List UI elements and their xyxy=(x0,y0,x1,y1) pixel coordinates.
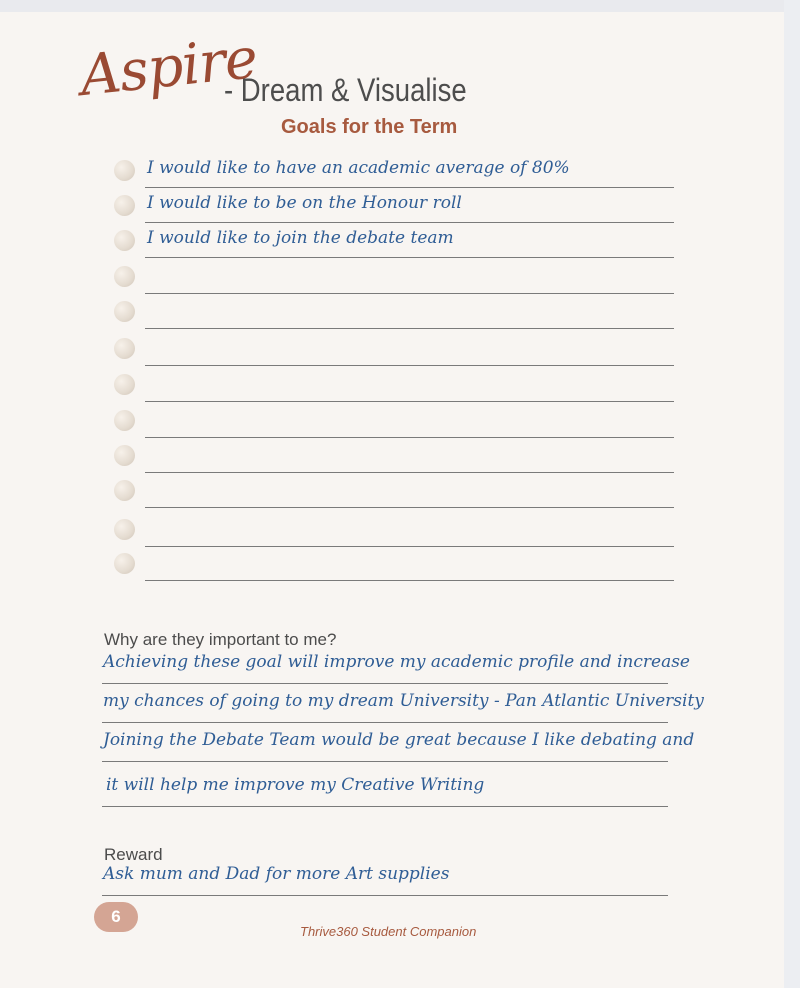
goal-bullet-icon xyxy=(114,230,135,251)
goal-underline xyxy=(145,580,674,581)
goal-row-2[interactable] xyxy=(114,193,674,223)
why-text[interactable]: Achieving these goal will improve my academic profile and increase xyxy=(103,652,690,672)
goal-row-11[interactable] xyxy=(114,517,674,547)
why-line-1[interactable] xyxy=(102,652,690,684)
why-line-4[interactable] xyxy=(102,775,668,807)
why-text[interactable]: Joining the Debate Team would be great because I like debating and xyxy=(103,730,695,750)
goal-underline xyxy=(145,401,674,402)
goal-row-12[interactable] xyxy=(114,551,674,581)
goal-underline xyxy=(145,187,674,188)
goal-row-9[interactable] xyxy=(114,443,674,473)
goal-bullet-icon xyxy=(114,266,135,287)
why-underline xyxy=(102,722,668,723)
reward-label: Reward xyxy=(104,845,163,864)
goals-subheading: Goals for the Term xyxy=(281,116,458,138)
goal-row-10[interactable] xyxy=(114,478,674,508)
why-underline xyxy=(102,683,668,684)
goal-row-7[interactable] xyxy=(114,372,674,402)
goal-bullet-icon xyxy=(114,160,135,181)
goal-underline xyxy=(145,328,674,329)
why-line-2[interactable] xyxy=(102,691,704,723)
goal-bullet-icon xyxy=(114,480,135,501)
goal-bullet-icon xyxy=(114,195,135,216)
why-underline xyxy=(102,806,668,807)
goal-bullet-icon xyxy=(114,301,135,322)
goal-underline xyxy=(145,293,674,294)
goal-underline xyxy=(145,222,674,223)
goal-underline xyxy=(145,365,674,366)
goal-bullet-icon xyxy=(114,374,135,395)
goal-bullet-icon xyxy=(114,445,135,466)
goal-text[interactable]: I would like to join the debate team xyxy=(147,228,454,248)
footer-companion-text: Thrive360 Student Companion xyxy=(300,924,477,939)
goal-row-4[interactable] xyxy=(114,264,674,294)
goal-bullet-icon xyxy=(114,553,135,574)
goal-underline xyxy=(145,437,674,438)
page-heading: - Dream & Visualise xyxy=(224,72,467,108)
goal-bullet-icon xyxy=(114,410,135,431)
viewer-edge xyxy=(784,0,800,988)
goal-bullet-icon xyxy=(114,519,135,540)
why-important-label: Why are they important to me? xyxy=(104,630,337,649)
aspire-script-title: Aspire xyxy=(77,25,260,109)
why-text[interactable]: my chances of going to my dream University - Pan Atlantic University xyxy=(103,691,704,711)
goal-text[interactable]: I would like to have an academic average of 80% xyxy=(147,158,570,178)
goal-row-1[interactable] xyxy=(114,158,674,188)
goal-text[interactable]: I would like to be on the Honour roll xyxy=(147,193,462,213)
goal-row-5[interactable] xyxy=(114,299,674,329)
goal-row-6[interactable] xyxy=(114,336,674,366)
reward-line[interactable] xyxy=(102,864,668,896)
page-number-badge: 6 xyxy=(94,902,138,932)
why-text[interactable]: it will help me improve my Creative Writing xyxy=(106,775,485,795)
why-underline xyxy=(102,761,668,762)
goal-row-3[interactable] xyxy=(114,228,674,258)
goal-bullet-icon xyxy=(114,338,135,359)
goal-row-8[interactable] xyxy=(114,408,674,438)
reward-text[interactable]: Ask mum and Dad for more Art supplies xyxy=(103,864,450,884)
goal-underline xyxy=(145,472,674,473)
why-line-3[interactable] xyxy=(102,730,695,762)
goal-underline xyxy=(145,546,674,547)
reward-underline xyxy=(102,895,668,896)
goal-underline xyxy=(145,507,674,508)
goal-underline xyxy=(145,257,674,258)
